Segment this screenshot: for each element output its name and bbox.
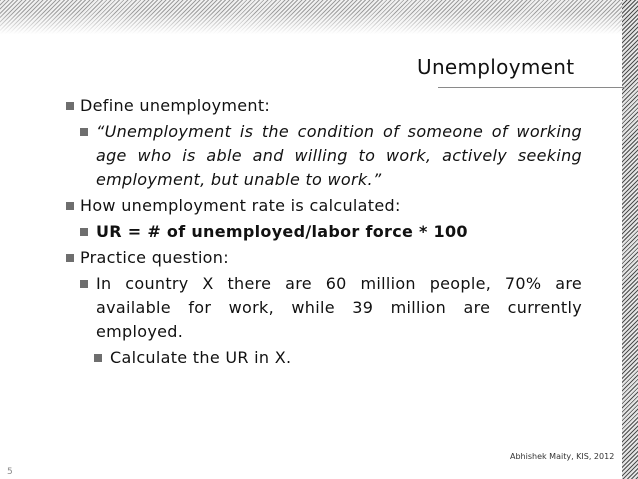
bullet-practice-question <box>62 246 582 270</box>
square-bullet-icon <box>66 102 74 110</box>
square-bullet-icon <box>80 228 88 236</box>
task-text: Calculate the UR in X. <box>110 348 292 367</box>
slide-title: Unemployment <box>417 55 575 79</box>
square-bullet-icon <box>80 128 88 136</box>
formula-text: UR = # of unemployed/labor force * 100 <box>96 222 468 241</box>
bullet-question <box>66 272 582 344</box>
bullet-text: How unemployment rate is calculated: <box>80 196 401 215</box>
bullet-text: Practice question: <box>80 248 229 267</box>
footer-credit: Abhishek Maity, KIS, 2012 <box>510 452 615 461</box>
definition-line-2: age who is able and willing to work, actively seeking <box>96 146 582 165</box>
definition-line-3: employment, but unable to work.” <box>96 170 382 189</box>
title-underline <box>438 87 625 88</box>
bullet-define-unemployment <box>62 94 582 118</box>
bullet-text: Define unemployment: <box>80 96 271 115</box>
bullet-rate-calculation <box>62 194 582 218</box>
question-line-3: employed. <box>96 322 184 341</box>
square-bullet-icon <box>66 254 74 262</box>
bullet-definition <box>66 120 582 192</box>
right-hatch-border <box>622 0 638 479</box>
bullet-formula <box>66 220 582 244</box>
slide-body <box>62 94 582 370</box>
page-number: 5 <box>7 467 13 477</box>
square-bullet-icon <box>66 202 74 210</box>
question-line-2: available for work, while 39 million are currently <box>96 298 582 317</box>
top-hatch-border <box>0 0 638 34</box>
definition-line-1: “Unemployment is the condition of someone of working <box>96 122 582 141</box>
bullet-task <box>80 346 582 370</box>
square-bullet-icon <box>94 354 102 362</box>
question-line-1: In country X there are 60 million people, 70% are <box>96 274 582 293</box>
square-bullet-icon <box>80 280 88 288</box>
